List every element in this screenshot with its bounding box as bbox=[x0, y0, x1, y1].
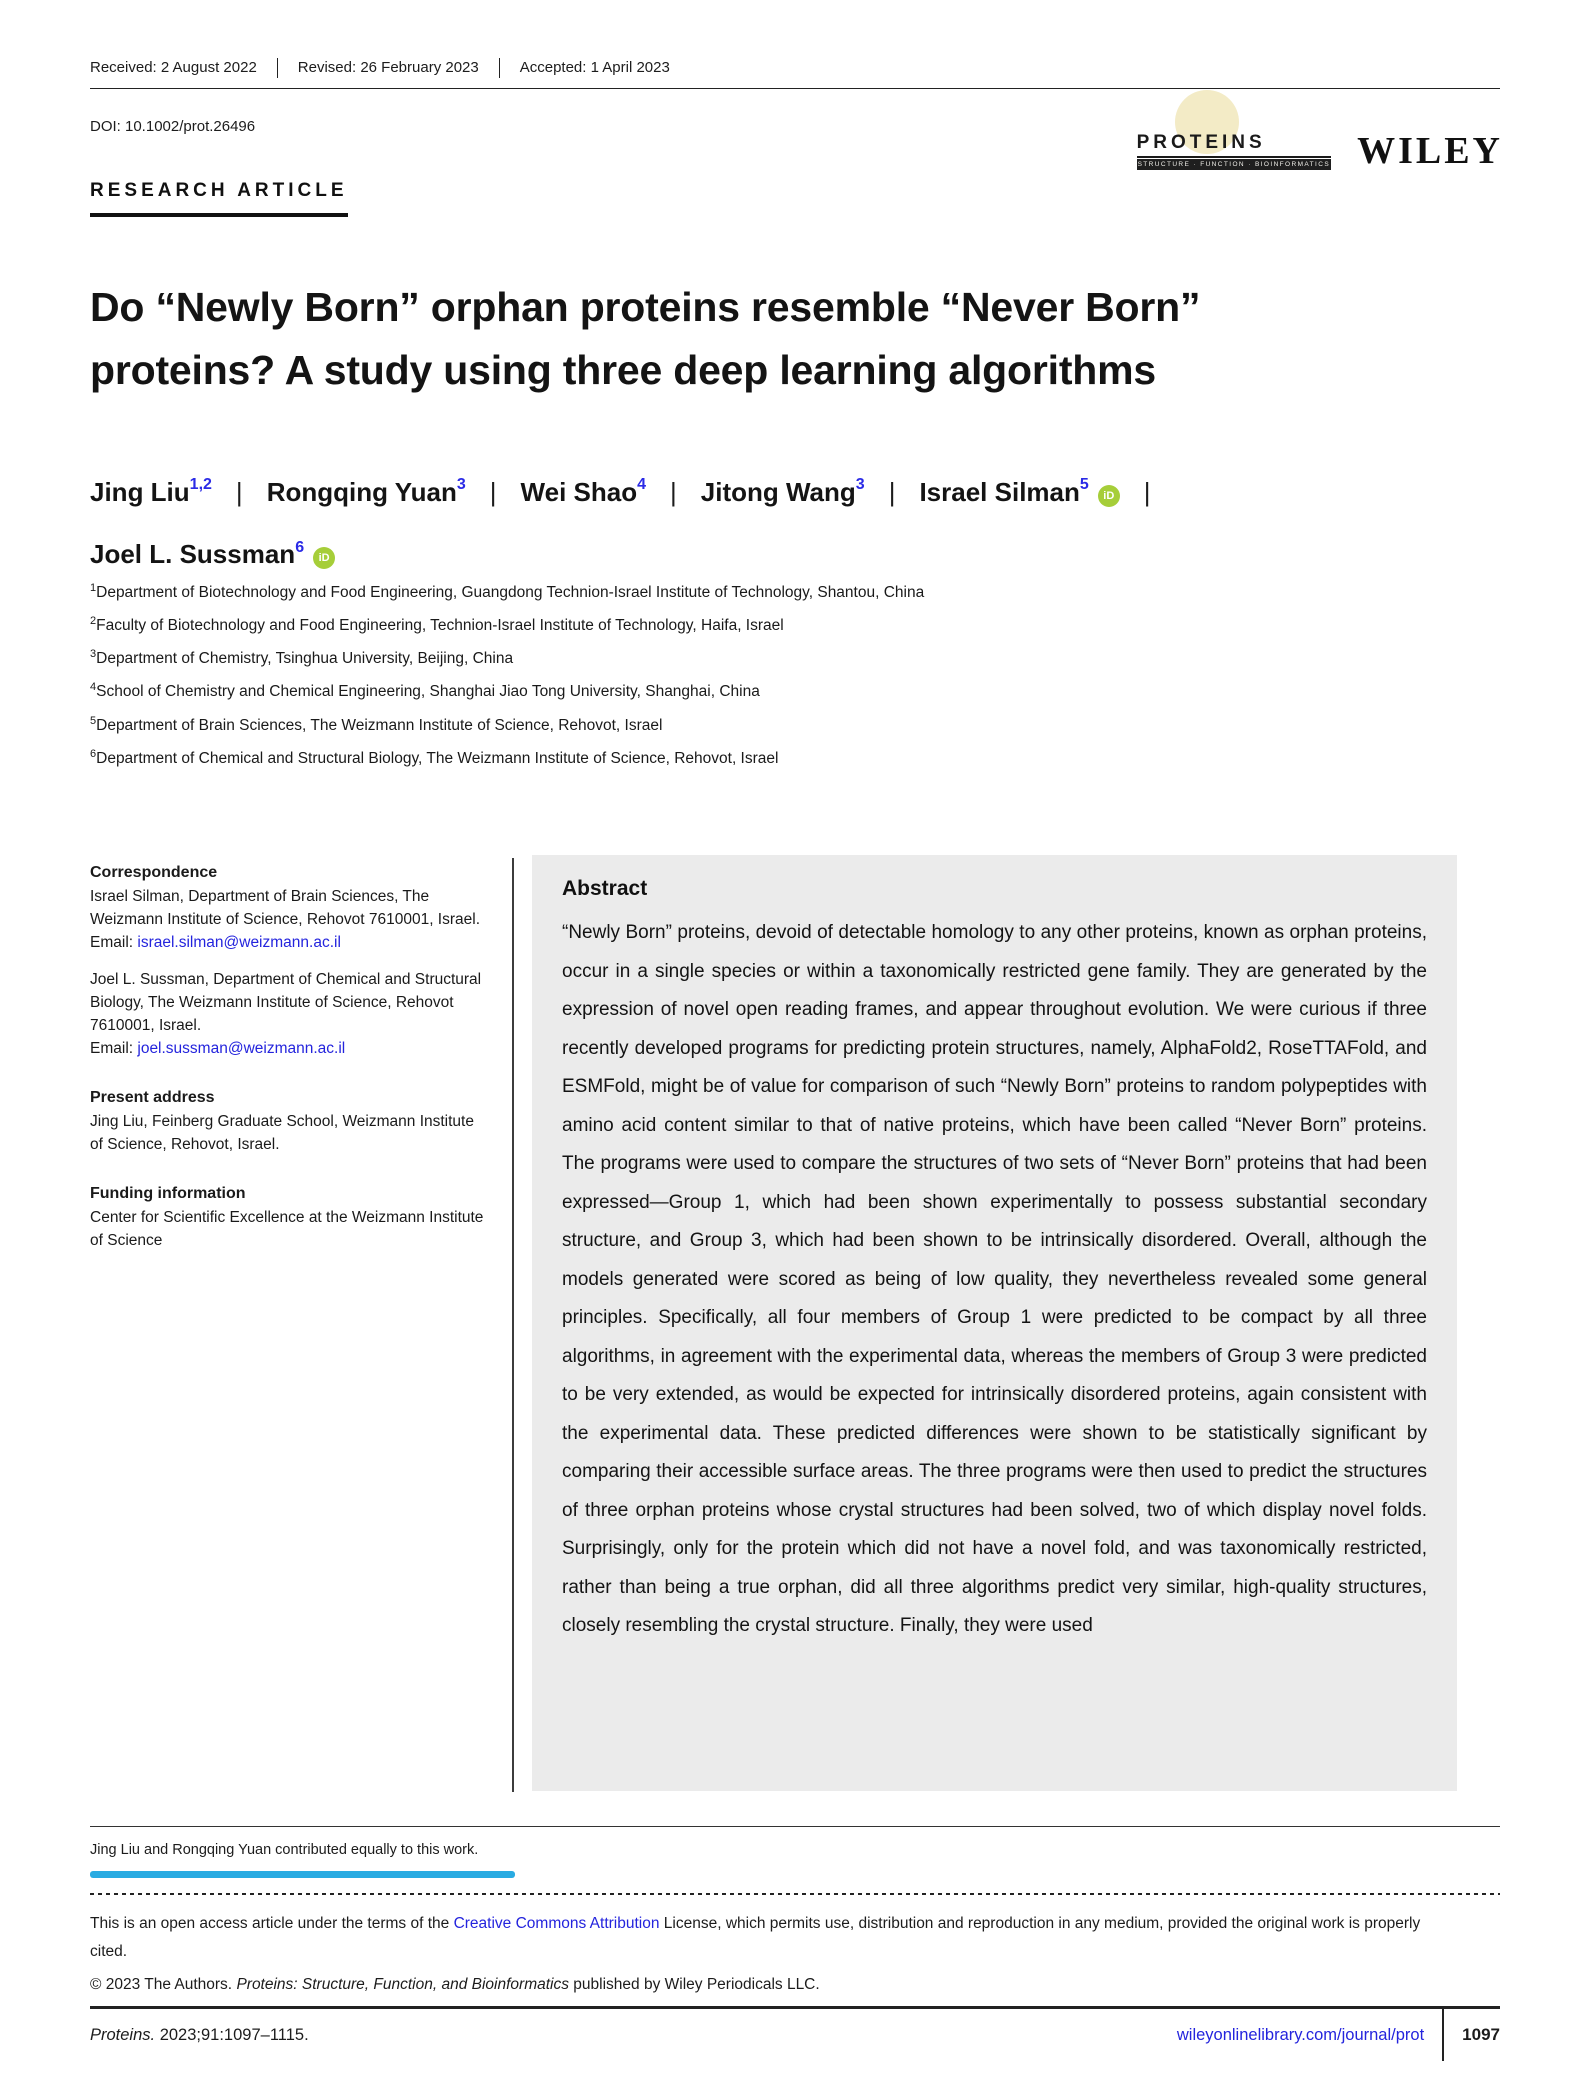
author-rongqing-yuan: Rongqing Yuan$^3$ bbox=[266, 476, 466, 507]
email-link-sussman[interactable]: joel.sussman@weizmann.ac.il bbox=[137, 1040, 346, 1057]
proteins-journal-logo bbox=[1137, 128, 1332, 170]
orcid-icon[interactable]: iD bbox=[1098, 485, 1120, 507]
author-line-2 bbox=[90, 521, 1450, 584]
wiley-logo: WILEY bbox=[1357, 130, 1503, 172]
article-title-line1: Do “Newly Born” orphan proteins resemble “Never Born” bbox=[90, 284, 1201, 330]
author-separator: | bbox=[235, 476, 243, 507]
copyright-statement: © 2023 The Authors. Proteins: Structure, Function, and Bioinformatics published by Wiley Periodicals LLC. bbox=[90, 1976, 820, 1993]
present-address-heading: Present address bbox=[90, 1089, 215, 1106]
author-separator: | bbox=[670, 476, 677, 507]
correspondence-entry-1: Israel Silman, Department of Brain Sciences, The Weizmann Institute of Science, Rehovot 7610001, Israel. Email: israel.silman@weizmann.ac.il bbox=[90, 888, 481, 951]
article-info-sidebar bbox=[90, 861, 490, 1278]
creative-commons-link[interactable]: Creative Commons Attribution bbox=[453, 1915, 660, 1932]
affiliation-1: $^1$Department of Biotechnology and Food Engineering, Guangdong Technion-Israel Institute of Technology, Shantou, China bbox=[90, 582, 925, 602]
author-israel-silman: Israel Silman$^5$ bbox=[919, 476, 1089, 507]
affiliation-4: $^4$School of Chemistry and Chemical Engineering, Shanghai Jiao Tong University, Shanghai, China bbox=[90, 681, 760, 701]
author-jitong-wang: Jitong Wang$^3$ bbox=[700, 476, 865, 507]
footer-divider bbox=[1442, 2009, 1444, 2061]
correspondence-heading: Correspondence bbox=[90, 864, 218, 881]
article-title-line2: proteins? A study using three deep learning algorithms bbox=[90, 347, 1156, 393]
revised-date: Revised: 26 February 2023 bbox=[278, 58, 500, 78]
dashed-divider bbox=[90, 1893, 1500, 1895]
license-block bbox=[90, 1910, 1435, 1999]
doi-text: DOI: 10.1002/prot.26496 bbox=[90, 118, 256, 135]
affiliation-2: $^2$Faculty of Biotechnology and Food Engineering, Technion-Israel Institute of Technology, Haifa, Israel bbox=[90, 615, 784, 635]
author-separator: | bbox=[1143, 476, 1151, 507]
accepted-date: Accepted: 1 April 2023 bbox=[519, 59, 670, 76]
affiliation-list bbox=[90, 580, 1390, 779]
affiliation-6: $^6$Department of Chemical and Structural Biology, The Weizmann Institute of Science, Rehovot, Israel bbox=[90, 747, 779, 767]
footer-bar bbox=[90, 2009, 1500, 2061]
funding-block bbox=[90, 1182, 490, 1252]
footer-right bbox=[1177, 2009, 1500, 2061]
present-address-block bbox=[90, 1086, 490, 1156]
author-jing-liu: Jing Liu$^{1,2}$ bbox=[90, 476, 212, 507]
author-list bbox=[90, 458, 1450, 583]
orcid-icon[interactable]: iD bbox=[313, 547, 335, 569]
funding-text: Center for Scientific Excellence at the Weizmann Institute of Science bbox=[90, 1209, 484, 1249]
wiley-online-library-link[interactable]: wileyonlinelibrary.com/journal/prot bbox=[1176, 2025, 1425, 2044]
received-revised-accepted-bar bbox=[90, 58, 1500, 89]
open-access-statement: This is an open access article under the terms of the Creative Commons Attribution License, which permits use, distribution and reproduction in any medium, provided the original work is properly cited. bbox=[90, 1915, 1421, 1960]
received-date: Received: 2 August 2022 bbox=[90, 58, 278, 78]
equal-contribution-footnote: Jing Liu and Rongqing Yuan contributed equally to this work. bbox=[90, 1842, 479, 1858]
article-type-label: RESEARCH ARTICLE bbox=[90, 180, 348, 217]
author-separator: | bbox=[489, 476, 497, 507]
correspondence-block bbox=[90, 861, 490, 1060]
proteins-logo-tagline: STRUCTURE · FUNCTION · BIOINFORMATICS bbox=[1137, 161, 1331, 168]
affiliation-5: $^5$Department of Brain Sciences, The Weizmann Institute of Science, Rehovot, Israel bbox=[90, 714, 663, 734]
page-number: 1097 bbox=[1462, 2025, 1500, 2044]
author-separator: | bbox=[888, 476, 896, 507]
journal-citation: Proteins. 2023;91:1097–1115. bbox=[90, 2025, 309, 2044]
affiliation-3: $^3$Department of Chemistry, Tsinghua University, Beijing, China bbox=[90, 648, 514, 668]
logo-block bbox=[1137, 128, 1503, 170]
funding-heading: Funding information bbox=[90, 1185, 246, 1202]
column-divider bbox=[512, 858, 514, 1792]
email-link-silman[interactable]: israel.silman@weizmann.ac.il bbox=[137, 934, 341, 951]
footnote-rule bbox=[90, 1826, 1500, 1827]
proteins-logo-text: PROTEINS bbox=[1137, 132, 1332, 158]
present-address-text: Jing Liu, Feinberg Graduate School, Weizmann Institute of Science, Rehovot, Israel. bbox=[90, 1113, 474, 1153]
author-line-1 bbox=[90, 458, 1450, 521]
correspondence-entry-2: Joel L. Sussman, Department of Chemical and Structural Biology, The Weizmann Institute of Science, Rehovot 7610001, Israel. Email: joel.sussman@weizmann.ac.il bbox=[90, 971, 482, 1057]
article-title bbox=[90, 276, 1350, 402]
abstract-heading: Abstract bbox=[562, 877, 648, 900]
footnote-highlight-bar bbox=[90, 1871, 515, 1878]
author-wei-shao: Wei Shao$^4$ bbox=[520, 476, 646, 507]
author-joel-sussman: Joel L. Sussman$^6$ bbox=[90, 538, 305, 570]
abstract-body: “Newly Born” proteins, devoid of detectable homology to any other proteins, known as orphan proteins, occur in a single species or within a taxonomically restricted gene family. They are generated by the expression of novel open reading frames, and appear throughout evolution. We were curious if three recently developed programs for predicting protein structures, namely, AlphaFold2, RoseTTAFold, and ESMFold, might be of value for comparison of such “Newly Born” proteins to random polypeptides with amino acid content similar to that of native proteins, which have been called “Never Born” proteins. The programs were used to compare the structures of two sets of “Never Born” proteins that had been expressed—Group 1, which had been shown experimentally to possess substantial secondary structure, and Group 3, which had been shown to be intrinsically disordered. Overall, although the models generated were scored as being of low quality, they nevertheless revealed some general principles. Specifically, all four members of Group 1 were predicted to be compact by all three algorithms, in agreement with the experimental data, whereas the members of Group 3 were predicted to be very extended, as would be expected for intrinsically disordered proteins, again consistent with the experimental data. These predicted differences were shown to be statistically significant by comparing their accessible surface areas. The three programs were then used to predict the structures of three orphan proteins whose crystal structures had been solved, two of which display novel folds. Surprisingly, only for the protein which did not have a novel fold, and was taxonomically restricted, rather than being a true orphan, did all three algorithms predict very similar, high-quality structures, closely resembling the crystal structure. Finally, they were used bbox=[562, 922, 1427, 1636]
abstract-section bbox=[532, 855, 1457, 1791]
